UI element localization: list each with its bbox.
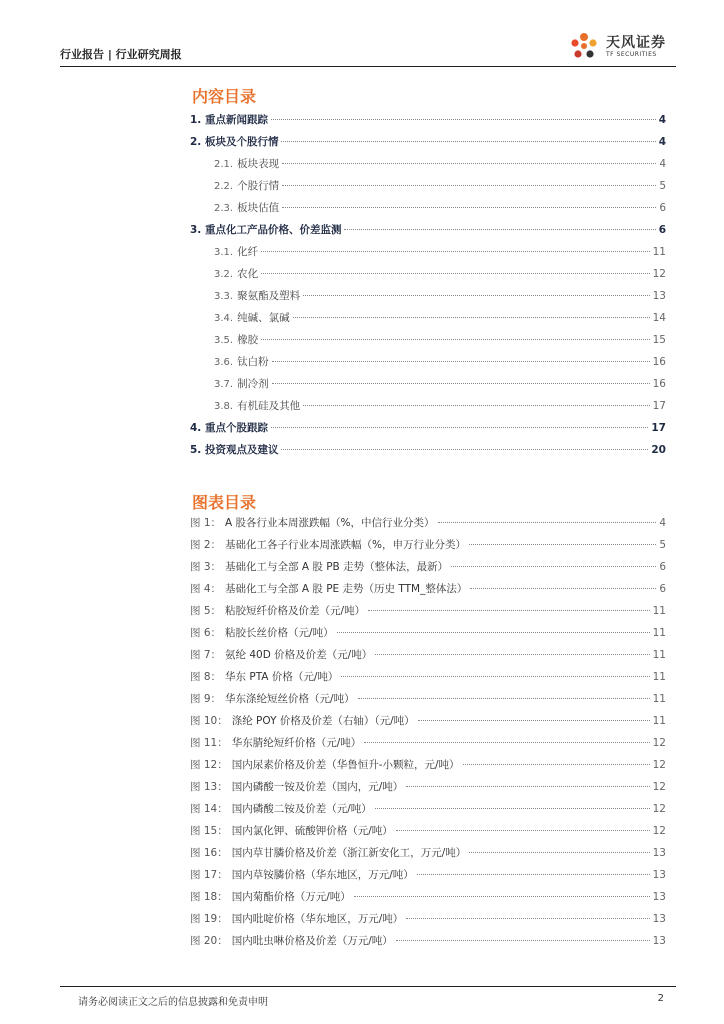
figure-entry-number: 图 20： xyxy=(190,935,228,947)
figure-entry-label: A 股各行业本周涨跌幅（%，中信行业分类） xyxy=(225,517,435,529)
toc-entry-page: 5 xyxy=(659,180,666,192)
page-number: 2 xyxy=(657,993,664,1004)
dot-leader xyxy=(261,273,650,274)
dot-leader xyxy=(303,295,650,296)
figure-entry[interactable] xyxy=(190,625,666,647)
toc-entry[interactable] xyxy=(190,354,666,376)
figure-entry-label: 国内吡啶价格（华东地区，万元/吨） xyxy=(231,913,404,925)
dot-leader xyxy=(438,522,657,523)
header-divider xyxy=(60,66,676,67)
toc-entry[interactable] xyxy=(190,266,666,288)
toc-entry-label: 1. 重点新闻跟踪 xyxy=(190,114,268,126)
footer-divider xyxy=(60,986,676,987)
dot-leader xyxy=(272,383,650,384)
figure-entry[interactable] xyxy=(190,933,666,955)
figure-entry-page: 6 xyxy=(659,561,666,573)
toc-entry-page: 4 xyxy=(659,158,666,170)
figures-list xyxy=(190,515,666,955)
figure-entry-page: 12 xyxy=(652,803,666,815)
figure-entry[interactable] xyxy=(190,603,666,625)
toc-entry-page: 6 xyxy=(658,224,666,236)
toc-entry-label: 5. 投资观点及建议 xyxy=(190,444,279,456)
figure-entry-label: 华东 PTA 价格（元/吨） xyxy=(225,671,339,683)
figure-entry-label: 国内草铵膦价格（华东地区，万元/吨） xyxy=(231,869,414,881)
toc-entry[interactable] xyxy=(190,376,666,398)
toc-entry-number: 3.4. xyxy=(214,313,234,324)
dot-leader xyxy=(470,588,656,589)
report-type-label: 行业报告 | 行业研究周报 xyxy=(60,48,182,61)
figure-entry[interactable] xyxy=(190,801,666,823)
dot-leader xyxy=(396,830,650,831)
toc-entry-page: 20 xyxy=(651,444,666,456)
figure-entry-number: 图 5： xyxy=(190,605,222,617)
figure-entry-page: 11 xyxy=(652,627,666,639)
figure-entry-page: 11 xyxy=(652,671,666,683)
toc-entry[interactable] xyxy=(190,244,666,266)
dot-leader xyxy=(368,610,650,611)
dot-leader xyxy=(282,207,656,208)
dot-leader xyxy=(406,786,649,787)
toc-entry-label: 农化 xyxy=(237,268,259,280)
toc-entry-label: 3. 重点化工产品价格、价差监测 xyxy=(190,224,342,236)
figure-entry-page: 5 xyxy=(659,539,666,551)
figure-entry-page: 11 xyxy=(652,649,666,661)
figure-entry-page: 4 xyxy=(659,517,666,529)
figure-entry-page: 6 xyxy=(659,583,666,595)
toc-entry[interactable] xyxy=(190,332,666,354)
dot-leader xyxy=(293,317,650,318)
dot-leader xyxy=(418,720,650,721)
dot-leader xyxy=(354,896,650,897)
toc-entry-label: 纯碱、氯碱 xyxy=(237,312,290,324)
figure-entry[interactable] xyxy=(190,581,666,603)
toc-entry-page: 14 xyxy=(652,312,666,324)
dot-leader xyxy=(281,449,648,450)
toc-entry-number: 3.7. xyxy=(214,379,234,390)
figure-entry-label: 国内尿素价格及价差（华鲁恒升-小颗粒，元/吨） xyxy=(231,759,460,771)
figure-entry-page: 13 xyxy=(652,913,666,925)
toc-entry-number: 3.6. xyxy=(214,357,234,368)
figure-entry-number: 图 13： xyxy=(190,781,228,793)
figure-entry-label: 涤纶 POY 价格及价差（右轴）（元/吨） xyxy=(231,715,415,727)
toc-entry-label: 橡胶 xyxy=(237,334,259,346)
dot-leader xyxy=(261,251,650,252)
toc-entry-page: 13 xyxy=(652,290,666,302)
toc-entry-number: 2.3. xyxy=(214,203,234,214)
dot-leader xyxy=(463,764,650,765)
figure-entry-number: 图 8： xyxy=(190,671,222,683)
figure-entry[interactable] xyxy=(190,757,666,779)
toc-entry[interactable] xyxy=(190,398,666,420)
figure-entry-number: 图 12： xyxy=(190,759,228,771)
figure-entry[interactable] xyxy=(190,691,666,713)
toc-entry-label: 有机硅及其他 xyxy=(237,400,301,412)
figure-entry-label: 基础化工与全部 A 股 PB 走势（整体法，最新） xyxy=(225,561,449,573)
dot-leader xyxy=(303,405,650,406)
toc-entry-number: 3.1. xyxy=(214,247,234,258)
toc-entry-page: 17 xyxy=(651,422,666,434)
figure-entry-page: 12 xyxy=(652,781,666,793)
dot-leader xyxy=(358,698,650,699)
figure-entry-number: 图 11： xyxy=(190,737,228,749)
toc-entry-label: 个股行情 xyxy=(237,180,280,192)
toc-entry-label: 钛白粉 xyxy=(237,356,269,368)
dot-leader xyxy=(375,654,649,655)
dot-leader xyxy=(469,852,649,853)
toc-entry-page: 4 xyxy=(658,136,666,148)
figure-entry[interactable] xyxy=(190,559,666,581)
toc-entry-number: 3.3. xyxy=(214,291,234,302)
figure-entry-number: 图 9： xyxy=(190,693,222,705)
figure-entry-number: 图 4： xyxy=(190,583,222,595)
toc-entry-page: 17 xyxy=(652,400,666,412)
toc-entry-page: 4 xyxy=(658,114,666,126)
figure-entry[interactable] xyxy=(190,735,666,757)
flower-logo-icon xyxy=(566,28,602,64)
toc-entry-label: 制冷剂 xyxy=(237,378,269,390)
figure-entry-number: 图 3： xyxy=(190,561,222,573)
figure-entry-label: 国内吡虫啉价格及价差（万元/吨） xyxy=(231,935,393,947)
figure-entry-label: 基础化工与全部 A 股 PE 走势（历史 TTM_整体法） xyxy=(225,583,468,595)
toc-entry[interactable] xyxy=(190,134,666,156)
figure-entry-page: 12 xyxy=(652,737,666,749)
figure-entry-page: 13 xyxy=(652,869,666,881)
figure-entry-label: 国内氯化钾、硫酸钾价格（元/吨） xyxy=(231,825,393,837)
figure-entry-label: 国内菊酯价格（万元/吨） xyxy=(231,891,351,903)
figure-entry-label: 华东腈纶短纤价格（元/吨） xyxy=(231,737,362,749)
figure-entry-number: 图 2： xyxy=(190,539,222,551)
toc-entry-label: 4. 重点个股跟踪 xyxy=(190,422,268,434)
figure-entry-page: 11 xyxy=(652,693,666,705)
dot-leader xyxy=(282,185,656,186)
figure-entry-page: 13 xyxy=(652,935,666,947)
figure-entry[interactable] xyxy=(190,889,666,911)
figure-entry-number: 图 17： xyxy=(190,869,228,881)
figure-entry-number: 图 19： xyxy=(190,913,228,925)
figure-entry-label: 国内磷酸一铵及价差（国内，元/吨） xyxy=(231,781,404,793)
dot-leader xyxy=(272,361,650,362)
figure-entry-number: 图 7： xyxy=(190,649,222,661)
dot-leader xyxy=(344,229,655,230)
toc-entry-page: 16 xyxy=(652,356,666,368)
figure-entry-page: 12 xyxy=(652,825,666,837)
logo-subtitle: TF SECURITIES xyxy=(606,51,657,58)
figure-entry-label: 氨纶 40D 价格及价差（元/吨） xyxy=(225,649,373,661)
toc-entry-label: 板块表现 xyxy=(237,158,280,170)
dot-leader xyxy=(406,918,649,919)
toc-entry[interactable] xyxy=(190,420,666,442)
figure-entry-page: 11 xyxy=(652,715,666,727)
toc-entry-page: 16 xyxy=(652,378,666,390)
toc-entry[interactable] xyxy=(190,442,666,464)
figure-entry-number: 图 16： xyxy=(190,847,228,859)
dot-leader xyxy=(375,808,650,809)
contents-title: 内容目录 xyxy=(192,87,257,106)
figure-entry[interactable] xyxy=(190,515,666,537)
figure-entry[interactable] xyxy=(190,823,666,845)
dot-leader xyxy=(417,874,650,875)
figure-entry-number: 图 15： xyxy=(190,825,228,837)
dot-leader xyxy=(396,940,650,941)
figure-entry[interactable] xyxy=(190,647,666,669)
toc-entry[interactable] xyxy=(190,222,666,244)
toc-entry-label: 板块估值 xyxy=(237,202,280,214)
toc-entry-number: 3.5. xyxy=(214,335,234,346)
toc-entry-page: 11 xyxy=(652,246,666,258)
figure-entry-number: 图 14： xyxy=(190,803,228,815)
toc-entry[interactable] xyxy=(190,178,666,200)
figure-entry-page: 12 xyxy=(652,759,666,771)
toc-entry[interactable] xyxy=(190,310,666,332)
figure-entry-label: 国内草甘膦价格及价差（浙江新安化工，万元/吨） xyxy=(231,847,467,859)
page-header xyxy=(60,28,676,68)
company-logo xyxy=(566,28,676,64)
figure-entry-label: 粘胶短纤价格及价差（元/吨） xyxy=(225,605,366,617)
figures-title: 图表目录 xyxy=(192,493,257,512)
dot-leader xyxy=(271,427,648,428)
figure-entry-label: 粘胶长丝价格（元/吨） xyxy=(225,627,334,639)
figure-entry[interactable] xyxy=(190,845,666,867)
toc-entry-number: 3.8. xyxy=(214,401,234,412)
toc-entry-label: 聚氨酯及塑料 xyxy=(237,290,301,302)
toc-entry-label: 化纤 xyxy=(237,246,259,258)
dot-leader xyxy=(469,544,656,545)
figure-entry[interactable] xyxy=(190,669,666,691)
dot-leader xyxy=(281,141,655,142)
figure-entry-page: 11 xyxy=(652,605,666,617)
figure-entry-label: 基础化工各子行业本周涨跌幅（%，申万行业分类） xyxy=(225,539,467,551)
toc-entry-page: 12 xyxy=(652,268,666,280)
figure-entry[interactable] xyxy=(190,867,666,889)
dot-leader xyxy=(364,742,649,743)
figure-entry[interactable] xyxy=(190,537,666,559)
figure-entry-label: 国内磷酸二铵及价差（元/吨） xyxy=(231,803,372,815)
contents-list xyxy=(190,112,666,464)
figure-entry-number: 图 6： xyxy=(190,627,222,639)
figure-entry-page: 13 xyxy=(652,847,666,859)
toc-entry[interactable] xyxy=(190,112,666,134)
figure-entry-number: 图 1： xyxy=(190,517,222,529)
toc-entry[interactable] xyxy=(190,288,666,310)
figure-entry-label: 华东涤纶短丝价格（元/吨） xyxy=(225,693,355,705)
dot-leader xyxy=(341,676,649,677)
dot-leader xyxy=(271,119,656,120)
logo-name: 天风证券 xyxy=(606,35,666,51)
figure-entry-number: 图 10： xyxy=(190,715,228,727)
toc-entry-page: 6 xyxy=(659,202,666,214)
figure-entry-page: 13 xyxy=(652,891,666,903)
toc-entry[interactable] xyxy=(190,156,666,178)
dot-leader xyxy=(282,163,656,164)
figure-entry[interactable] xyxy=(190,713,666,735)
toc-entry-label: 2. 板块及个股行情 xyxy=(190,136,279,148)
dot-leader xyxy=(451,566,656,567)
toc-entry-number: 2.2. xyxy=(214,181,234,192)
toc-entry-number: 3.2. xyxy=(214,269,234,280)
dot-leader xyxy=(261,339,650,340)
figure-entry-number: 图 18： xyxy=(190,891,228,903)
footer-disclaimer: 请务必阅读正文之后的信息披露和免责申明 xyxy=(78,997,268,1008)
figure-entry[interactable] xyxy=(190,911,666,933)
toc-entry-page: 15 xyxy=(652,334,666,346)
toc-entry-number: 2.1. xyxy=(214,159,234,170)
figure-entry[interactable] xyxy=(190,779,666,801)
toc-entry[interactable] xyxy=(190,200,666,222)
dot-leader xyxy=(337,632,650,633)
